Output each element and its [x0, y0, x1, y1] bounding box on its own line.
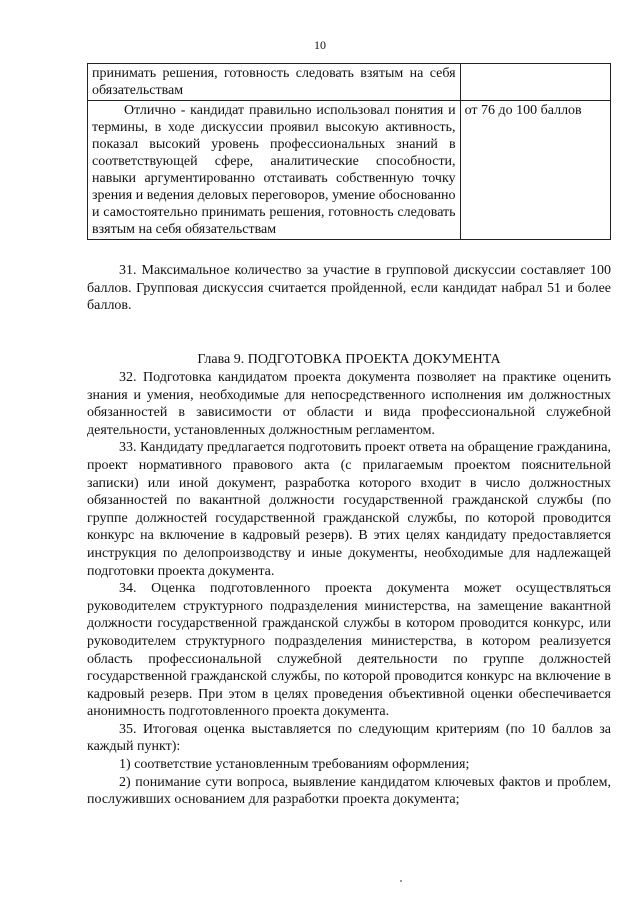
- section-31: [87, 262, 611, 315]
- criterion-2: 2) понимание сути вопроса, выявление кандидатом ключевых фактов и проблем, послуживших основанием для разработки проекта документа;: [87, 774, 611, 808]
- chapter-9-body: [87, 369, 611, 809]
- criterion-1: 1) соответствие установленным требованиям оформления;: [119, 757, 470, 773]
- paragraph-34: 34. Оценка подготовленного проекта документа может осуществляться руководителем структурного подразделения министерства, на замещение вакантной должности государственной гражданской службы в котором проводится конкурс, или руководителем структурного подразделения министерства, в котором реализуется область профессиональной служебной деятельности по группе должностей государственной гражданской службы, по которой проводится конкурс на включение в кадровый резерв. При этом в целях проведения объективной оценки обеспечивается анонимность подготовленного проекта документа.: [87, 581, 611, 720]
- table-cell-description: Отлично - кандидат правильно использовал понятия и термины, в ходе дискуссии проявил высокую активность, показал высокий уровень профессиональных знаний в соответствующей сфере, аналитические способности, навыки аргументированно отстаивать собственную точку зрения и ведения деловых переговоров, умение обоснованно и самостоятельно принимать решения, готовность следовать взятым на себя обязательствам: [88, 101, 461, 240]
- table-row: [88, 64, 611, 101]
- table-cell-description: принимать решения, готовность следовать взятым на себя обязательствам: [88, 64, 461, 101]
- table-cell-score: от 76 до 100 баллов: [460, 101, 610, 240]
- table-cell-score: [460, 64, 610, 101]
- paragraph-31: 31. Максимальное количество за участие в групповой дискуссии составляет 100 баллов. Групповая дискуссия считается пройденной, если кандидат набрал 51 и более баллов.: [87, 263, 611, 314]
- table-row: [88, 101, 611, 240]
- page-number: 10: [314, 38, 326, 52]
- evaluation-table: [87, 63, 611, 240]
- scan-mark: [400, 880, 402, 882]
- paragraph-32: 32. Подготовка кандидатом проекта документа позволяет на практике оценить знания и умения, необходимые для непосредственного исполнения им должностных обязанностей в зависимости от области и вида профессиональной служебной деятельности, установленных должностным регламентом.: [87, 370, 611, 438]
- chapter-title: Глава 9. ПОДГОТОВКА ПРОЕКТА ДОКУМЕНТА: [197, 352, 501, 367]
- paragraph-35: 35. Итоговая оценка выставляется по следующим критериям (по 10 баллов за каждый пункт):: [87, 721, 611, 755]
- paragraph-33: 33. Кандидату предлагается подготовить проект ответа на обращение гражданина, проект нормативного правового акта (с прилагаемым проектом пояснительной записки) или иной документ, разработка которого входит в число должностных обязанностей по вакантной должности государственной гражданской службы (по группе должностей государственной гражданской службы, по которой проводится конкурс на включение в кадровый резерв). В этих целях кандидату предоставляется инструкция по делопроизводству и иные документы, необходимые для надлежащей подготовки проекта документа.: [87, 440, 611, 579]
